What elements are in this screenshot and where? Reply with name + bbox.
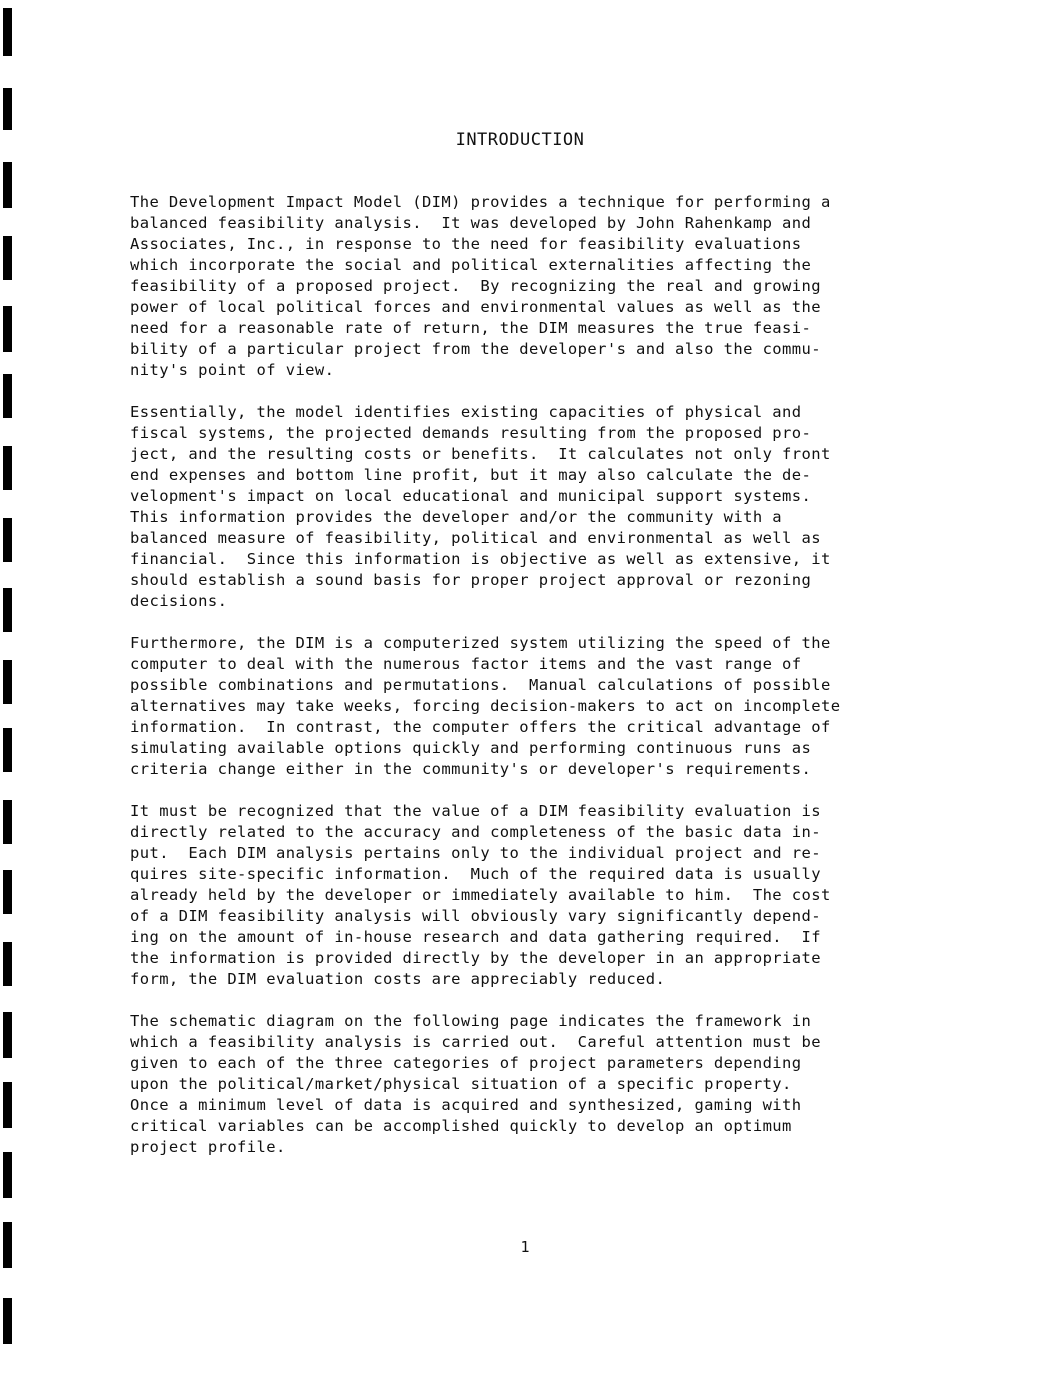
binding-mark <box>3 374 12 418</box>
paragraph: The schematic diagram on the following page indicates the framework in which a feasibility analysis is carried out. Careful attention must be given to each of the three categories of project parameters depending upon the political/market/physical situation of a specific property. Once a minimum level of data is acquired and synthesized, gaming with critical variables can be accomplished quickly to develop an optimum project profile. <box>130 1012 821 1156</box>
paragraph: The Development Impact Model (DIM) provides a technique for performing a balanced feasibility analysis. It was developed by John Rahenkamp and Associates, Inc., in response to the need for feasibility evaluations which incorporate the social and political externalities affecting the feasibility of a proposed project. By recognizing the real and growing power of local political forces and environmental values as well as the need for a reasonable rate of return, the DIM measures the true feasi- bility of a particular project from the developer's and also the commu- nity's point of view. <box>130 193 831 379</box>
binding-mark <box>3 588 12 632</box>
paragraph: Furthermore, the DIM is a computerized system utilizing the speed of the computer to deal with the numerous factor items and the vast range of possible combinations and permutations. Manual calculations of possible alternatives may take weeks, forcing decision-makers to act on incomplete information. In contrast, the computer offers the critical advantage of simulating available options quickly and performing continuous runs as criteria change either in the community's or developer's requirements. <box>130 634 841 778</box>
binding-mark <box>3 1082 12 1128</box>
binding-mark <box>3 942 12 986</box>
binding-mark <box>3 446 12 490</box>
binding-marks <box>0 0 14 1380</box>
binding-mark <box>3 800 12 844</box>
binding-mark <box>3 1012 12 1058</box>
binding-mark <box>3 1152 12 1198</box>
binding-mark <box>3 236 12 280</box>
binding-mark <box>3 88 12 130</box>
body-text <box>130 192 930 1179</box>
paragraph: It must be recognized that the value of a DIM feasibility evaluation is directly related to the accuracy and completeness of the basic data in- put. Each DIM analysis pertains only to the individual project and re- quires site-specific information. Much of the required data is usually already held by the developer or immediately available to him. The cost of a DIM feasibility analysis will obviously vary significantly depend- ing on the amount of in-house research and data gathering required. If the information is provided directly by the developer in an appropriate form, the DIM evaluation costs are appreciably reduced. <box>130 802 831 988</box>
binding-mark <box>3 660 12 704</box>
binding-mark <box>3 162 12 208</box>
page-number: 1 <box>520 1238 530 1256</box>
binding-mark <box>3 8 12 56</box>
paragraph: Essentially, the model identifies existing capacities of physical and fiscal systems, the projected demands resulting from the proposed pro- ject, and the resulting costs or benefits. It calculates not only front end expenses and bottom line profit, but it may also calculate the de- velopment's impact on local educational and municipal support systems. This information provides the developer and/or the community with a balanced measure of feasibility, political and environmental as well as financial. Since this information is objective as well as extensive, it should establish a sound basis for proper project approval or rezoning decisions. <box>130 403 831 610</box>
page-title: INTRODUCTION <box>455 130 585 150</box>
binding-mark <box>3 306 12 352</box>
binding-mark <box>3 518 12 562</box>
binding-mark <box>3 1298 12 1344</box>
binding-mark <box>3 728 12 772</box>
binding-mark <box>3 870 12 914</box>
